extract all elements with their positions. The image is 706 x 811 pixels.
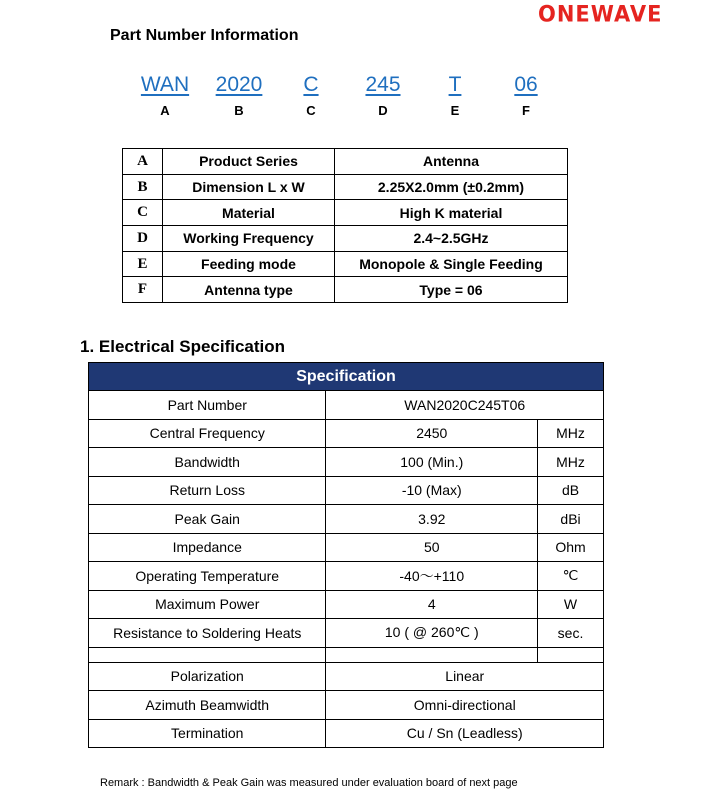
electrical-spec-title: 1. Electrical Specification [80, 337, 286, 356]
spec-value: 50 [326, 533, 538, 562]
pn-code: 245 [365, 73, 401, 96]
row-name: Dimension L x W [163, 174, 335, 200]
row-letter: C [123, 200, 163, 226]
pn-letter: D [378, 103, 388, 118]
spec-label: Polarization [89, 662, 326, 691]
pn-letter: C [306, 103, 316, 118]
spec-label: Peak Gain [89, 505, 326, 534]
row-value: Type = 06 [335, 277, 568, 303]
table-row [89, 419, 604, 448]
spec-unit: MHz [538, 419, 604, 448]
pn-code: WAN [140, 73, 190, 96]
pn-letter: A [160, 103, 170, 118]
row-value: High K material [335, 200, 568, 226]
row-letter: D [123, 226, 163, 252]
pn-letter: B [234, 103, 244, 118]
table-row [89, 590, 604, 619]
spec-unit: MHz [538, 448, 604, 477]
spec-unit: sec. [538, 619, 604, 648]
row-letter: F [123, 277, 163, 303]
spec-label: Azimuth Beamwidth [89, 691, 326, 720]
spacer-cell [326, 647, 538, 662]
spec-unit: Ohm [538, 533, 604, 562]
row-name: Material [163, 200, 335, 226]
spec-value: 3.92 [326, 505, 538, 534]
spec-label: Central Frequency [89, 419, 326, 448]
row-name: Antenna type [163, 277, 335, 303]
part-number-breakdown [0, 72, 706, 132]
table-row [89, 619, 604, 648]
pn-letter: E [450, 103, 460, 118]
table-row [89, 719, 604, 748]
row-value: 2.25X2.0mm (±0.2mm) [335, 174, 568, 200]
table-row [123, 226, 568, 252]
table-row [123, 174, 568, 200]
table-row [89, 391, 604, 420]
spec-label: Termination [89, 719, 326, 748]
spec-label: Impedance [89, 533, 326, 562]
row-name: Working Frequency [163, 226, 335, 252]
table-row [89, 505, 604, 534]
spec-unit: dB [538, 476, 604, 505]
spacer-row [89, 647, 604, 662]
table-row [123, 200, 568, 226]
row-name: Feeding mode [163, 251, 335, 277]
part-number-table [122, 148, 568, 303]
row-letter: E [123, 251, 163, 277]
spec-label: Return Loss [89, 476, 326, 505]
spec-label: Operating Temperature [89, 562, 326, 591]
spec-header: Specification [89, 363, 604, 391]
row-letter: B [123, 174, 163, 200]
spec-unit: ℃ [538, 562, 604, 591]
row-value: 2.4~2.5GHz [335, 226, 568, 252]
pn-letter: F [522, 103, 530, 118]
spec-value: Cu / Sn (Leadless) [326, 719, 604, 748]
table-row [89, 448, 604, 477]
table-row [89, 691, 604, 720]
row-value: Monopole & Single Feeding [335, 251, 568, 277]
pn-segment-f [481, 72, 571, 118]
part-number-title: Part Number Information [110, 27, 299, 44]
table-row [123, 251, 568, 277]
spec-value: WAN2020C245T06 [326, 391, 604, 420]
spec-unit: dBi [538, 505, 604, 534]
spec-value: 4 [326, 590, 538, 619]
spec-label: Part Number [89, 391, 326, 420]
spec-label: Bandwidth [89, 448, 326, 477]
table-row [89, 476, 604, 505]
spec-label: Resistance to Soldering Heats [89, 619, 326, 648]
spec-value: 2450 [326, 419, 538, 448]
pn-code: C [303, 73, 319, 96]
brand-logo: ONEWAVE [538, 1, 663, 27]
row-letter: A [123, 149, 163, 175]
table-row [89, 662, 604, 691]
table-row [123, 277, 568, 303]
spec-value: Linear [326, 662, 604, 691]
pn-code: 06 [514, 73, 538, 96]
spec-value: -10 (Max) [326, 476, 538, 505]
spec-value: -40～+110 [326, 562, 538, 591]
row-value: Antenna [335, 149, 568, 175]
spec-label: Maximum Power [89, 590, 326, 619]
pn-code: T [448, 73, 462, 96]
remark-text: Remark : Bandwidth & Peak Gain was measured under evaluation board of next page [100, 777, 518, 789]
row-name: Product Series [163, 149, 335, 175]
spec-value: 100 (Min.) [326, 448, 538, 477]
table-header-row [89, 363, 604, 391]
spec-unit: W [538, 590, 604, 619]
table-row [89, 533, 604, 562]
pn-code: 2020 [215, 73, 263, 96]
spec-value: 10 ( @ 260℃ ) [326, 619, 538, 648]
electrical-spec-table [88, 362, 604, 748]
spacer-cell [89, 647, 326, 662]
spec-value: Omni-directional [326, 691, 604, 720]
spacer-cell [538, 647, 604, 662]
table-row [89, 562, 604, 591]
table-row [123, 149, 568, 175]
